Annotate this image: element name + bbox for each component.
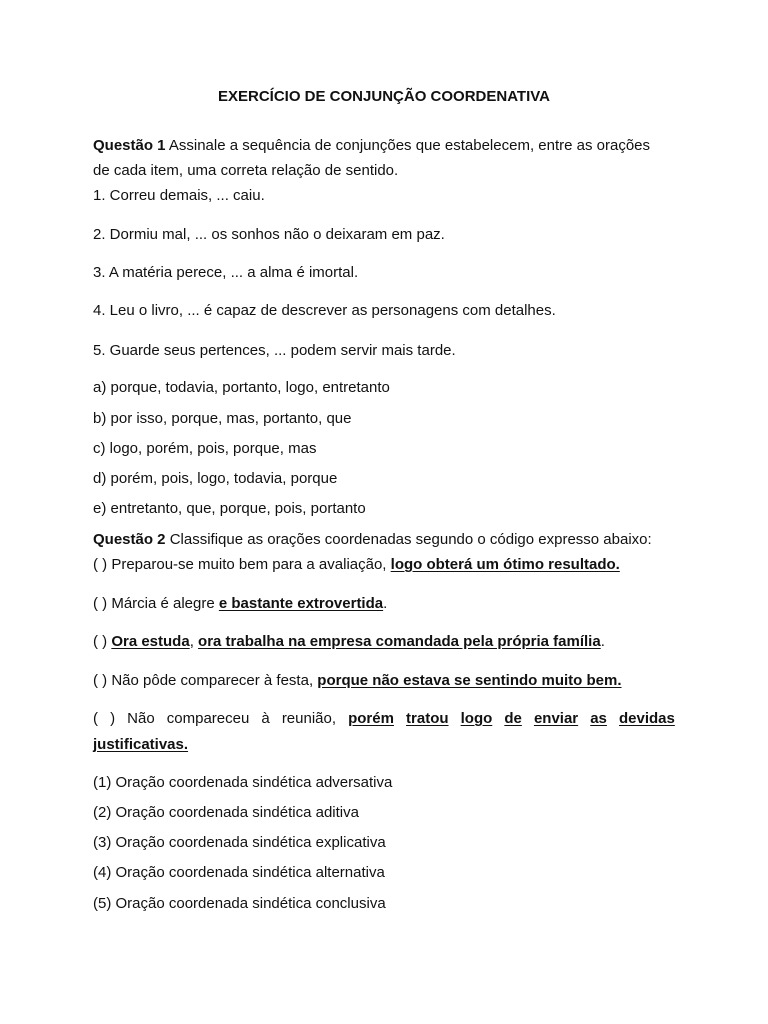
list-item: 5. Guarde seus pertences, ... podem servir mais tarde. <box>93 342 456 359</box>
underlined-clause: ora trabalha na empresa comandada pela própria família <box>198 633 601 650</box>
sentence-word: Não <box>127 710 155 727</box>
sentence-text: . <box>383 595 388 612</box>
sentence-5-cont <box>93 735 675 755</box>
sentence-text: ( ) <box>93 633 112 650</box>
underlined-clause: e bastante extrovertida <box>218 595 384 612</box>
sentence-word: à <box>261 710 270 727</box>
underlined-clause: Ora estuda <box>111 633 190 650</box>
underlined-clause: porque não estava se sentindo muito bem. <box>317 672 622 689</box>
underlined-clause: justificativas. <box>93 736 189 753</box>
question-1-text: Assinale a sequência de conjunções que estabelecem, entre as orações <box>165 137 651 154</box>
question-1-intro <box>93 136 675 156</box>
answer-option: d) porém, pois, logo, todavia, porque <box>93 470 338 487</box>
underlined-clause: porém <box>348 710 394 727</box>
code-item: (3) Oração coordenada sindética explicativa <box>93 834 386 851</box>
sentence-word: reunião, <box>281 710 337 727</box>
list-item: 3. A matéria perece, ... a alma é imortal. <box>93 264 359 281</box>
code-item: (4) Oração coordenada sindética alternativa <box>93 864 385 881</box>
question-2-text: Classifique as orações coordenadas segundo o código expresso abaixo: <box>165 531 652 548</box>
sentence-4 <box>93 671 675 691</box>
code-item: (2) Oração coordenada sindética aditiva <box>93 804 359 821</box>
underlined-clause: logo <box>460 710 493 727</box>
question-1-label: Questão 1 <box>93 137 166 154</box>
sentence-text: . <box>600 633 605 650</box>
answer-option: b) por isso, porque, mas, portanto, que <box>93 410 352 427</box>
sentence-word: ) <box>110 710 116 727</box>
underlined-clause: de <box>504 710 522 727</box>
sentence-3 <box>93 632 675 652</box>
underlined-clause: devidas <box>618 710 675 727</box>
underlined-clause: enviar <box>533 710 579 727</box>
sentence-text: ( ) Márcia é alegre <box>93 595 219 612</box>
list-item: 4. Leu o livro, ... é capaz de descrever as personagens com detalhes. <box>93 302 556 319</box>
underlined-clause: logo obterá um ótimo resultado. <box>390 556 620 573</box>
sentence-word: compareceu <box>166 710 250 727</box>
question-1-text-cont: de cada item, uma correta relação de sentido. <box>93 162 399 179</box>
underlined-clause: tratou <box>406 710 449 727</box>
list-item: 1. Correu demais, ... caiu. <box>93 187 265 204</box>
sentence-2 <box>93 594 675 614</box>
sentence-1 <box>93 555 675 575</box>
answer-option: a) porque, todavia, portanto, logo, entretanto <box>93 379 390 396</box>
list-item: 2. Dormiu mal, ... os sonhos não o deixaram em paz. <box>93 226 445 243</box>
sentence-text: ( ) Preparou-se muito bem para a avaliação, <box>93 556 391 573</box>
sentence-text: , <box>189 633 199 650</box>
sentence-5 <box>93 709 675 729</box>
answer-option: c) logo, porém, pois, porque, mas <box>93 440 317 457</box>
sentence-word: ( <box>93 710 98 727</box>
question-2-intro <box>93 530 675 550</box>
code-item: (1) Oração coordenada sindética adversativa <box>93 774 393 791</box>
sentence-text: ( ) Não pôde comparecer à festa, <box>93 672 318 689</box>
answer-option: e) entretanto, que, porque, pois, portanto <box>93 500 366 517</box>
code-item: (5) Oração coordenada sindética conclusiva <box>93 895 386 912</box>
underlined-clause: as <box>590 710 607 727</box>
question-2-label: Questão 2 <box>93 531 166 548</box>
page-title: EXERCÍCIO DE CONJUNÇÃO COORDENATIVA <box>218 88 550 105</box>
